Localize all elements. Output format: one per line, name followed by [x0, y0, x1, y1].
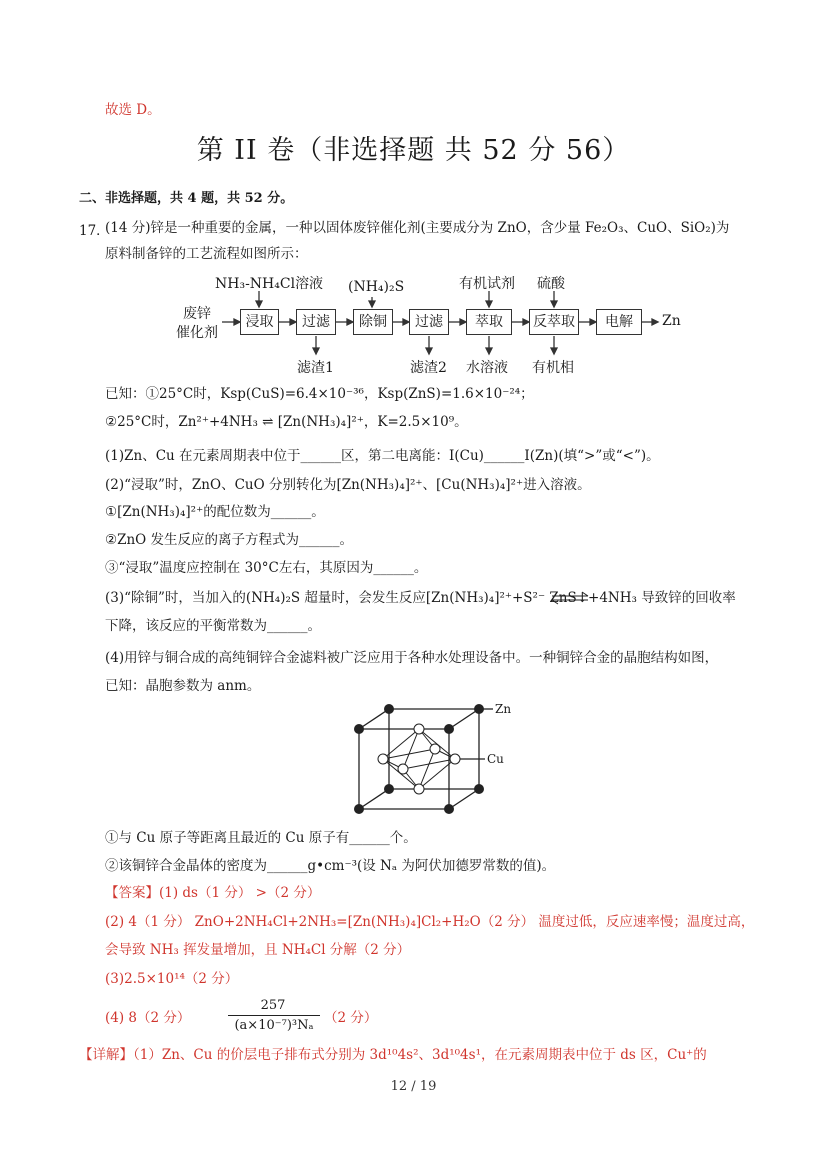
sub-question-4-line1: (4)用锌与铜合成的高纯铜锌合金滤料被广泛应用于各种水处理设备中。一种铜锌合金的晶胞结构如图，: [105, 650, 719, 666]
section-heading: 二、非选择题，共 4 题，共 52 分。: [79, 191, 294, 206]
flow-input-label: 废锌: [183, 306, 211, 322]
crystal-label-zn: Zn: [495, 702, 512, 716]
flow-step-filter2: 过滤: [409, 309, 449, 335]
question-number: 17．: [79, 223, 110, 239]
crystal-label-cu: Cu: [487, 752, 504, 766]
answer-fraction-denominator: (a×10⁻⁷)³Nₐ: [234, 1018, 314, 1033]
question-intro-line2: 原料制备锌的工艺流程如图所示：: [105, 246, 308, 262]
sub-question-3-line1: (3)“除铜”时，当加入的(NH₄)₂S 超量时，会发生反应[Zn(NH₃)₄]²⁺+S²⁻ ZnS↓+4NH₃ 导致锌的回收率: [105, 590, 736, 606]
answer-line-2: (2) 4（1 分） ZnO+2NH₄Cl+2NH₃=[Zn(NH₃)₄]Cl₂+H₂O（2 分） 温度过低，反应速率慢；温度过高，: [105, 914, 755, 930]
page-number: 12 / 19: [390, 1079, 437, 1094]
flow-output: 滤渣1: [297, 360, 334, 376]
flow-reagent: NH₃-NH₄Cl溶液: [215, 276, 324, 292]
answer-line-2-cont: 会导致 NH₃ 挥发量增加，且 NH₄Cl 分解（2 分）: [105, 942, 411, 958]
detail-text: 【详解】（1）Zn、Cu 的价层电子排布式分别为 3d¹⁰4s²、3d¹⁰4s¹，在元素周期表中位于 ds 区，Cu⁺的: [79, 1047, 707, 1063]
answer-line-3: (3)2.5×10¹⁴（2 分）: [105, 971, 239, 987]
sub-question-2c: ③“浸取”温度应控制在 30°C左右，其原因为______。: [105, 560, 428, 576]
flow-output: 水溶液: [466, 360, 508, 376]
sub-question-2a: ①[Zn(NH₃)₄]²⁺的配位数为______。: [105, 504, 325, 520]
flow-arrows: [0, 0, 827, 400]
answer-fraction-numerator: 257: [260, 998, 286, 1013]
flow-step-leach: 浸取: [240, 309, 279, 335]
sub-question-4b: ②该铜锌合金晶体的密度为______g•cm⁻³(设 Nₐ 为阿伏加德罗常数的值)。: [105, 858, 556, 874]
fraction-bar: [228, 1015, 320, 1016]
flow-reagent: (NH₄)₂S: [348, 279, 405, 295]
sub-question-4-line2: 已知：晶胞参数为 anm。: [105, 678, 261, 694]
flow-input-label: 催化剂: [176, 325, 218, 341]
flow-step-back-extract: 反萃取: [529, 309, 579, 335]
sub-question-2b: ②ZnO 发生反应的离子方程式为______。: [105, 532, 354, 548]
detail-explanation: [79, 1046, 707, 1064]
flow-reagent: 有机试剂: [459, 276, 515, 292]
equilibrium-arrow: [548, 590, 592, 606]
flow-step-filter1: 过滤: [296, 309, 336, 335]
flow-step-decopper: 除铜: [353, 309, 393, 335]
flow-product: Zn: [662, 313, 681, 329]
answer-line-4-score: （2 分）: [324, 1010, 378, 1026]
answer-line-1: 【答案】(1) ds（1 分） >（2 分）: [105, 885, 321, 901]
sub-question-4a: ①与 Cu 原子等距离且最近的 Cu 原子有______个。: [105, 830, 417, 846]
sub-question-2: (2)“浸取”时，ZnO、CuO 分别转化为[Zn(NH₃)₄]²⁺、[Cu(NH₃)₄]²⁺进入溶液。: [105, 477, 591, 493]
page-title: 第 II 卷（非选择题 共 52 分 56）: [196, 135, 631, 166]
flow-step-electrolysis: 电解: [596, 309, 642, 335]
sub-question-3-line2: 下降，该反应的平衡常数为______。: [105, 618, 321, 634]
answer-line-4: (4) 8（2 分）: [105, 1010, 191, 1026]
previous-answer: 故选 D。: [105, 102, 161, 118]
flow-reagent: 硫酸: [537, 276, 565, 292]
known-condition-1: 已知：①25°C时，Ksp(CuS)=6.4×10⁻³⁶，Ksp(ZnS)=1.6×10⁻²⁴；: [105, 386, 534, 402]
flow-step-extract: 萃取: [466, 309, 512, 335]
known-condition-2: ②25°C时，Zn²⁺+4NH₃ ⇌ [Zn(NH₃)₄]²⁺，K=2.5×10⁹。: [105, 414, 468, 430]
question-intro-line1: (14 分)锌是一种重要的金属，一种以固体废锌催化剂(主要成分为 ZnO，含少量 Fe₂O₃、CuO、SiO₂)为: [105, 220, 730, 236]
sub-question-1: (1)Zn、Cu 在元素周期表中位于______区，第二电离能：I(Cu)______I(Zn)(填“>”或“<”)。: [105, 448, 660, 464]
flow-output: 有机相: [532, 360, 574, 376]
flow-output: 滤渣2: [410, 360, 447, 376]
